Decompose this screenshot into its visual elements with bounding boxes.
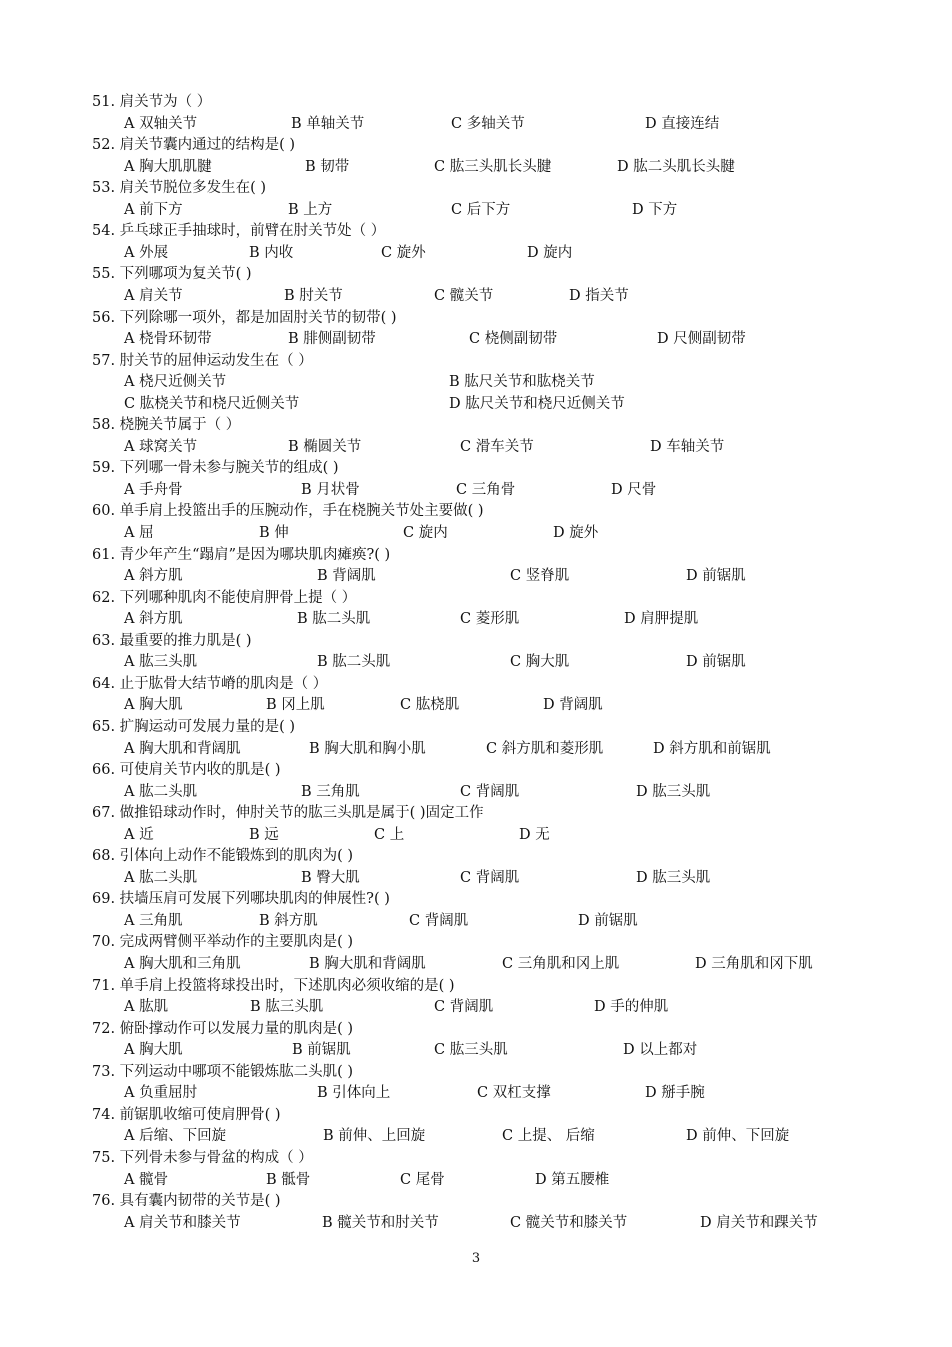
answer-option[interactable]: A 肱三头肌 — [124, 654, 198, 671]
answer-option[interactable]: A 肩关节和膝关节 — [124, 1214, 241, 1231]
answer-options-row — [0, 437, 952, 458]
answer-option[interactable]: B 肱三头肌 — [250, 999, 324, 1016]
answer-option[interactable]: A 胸大肌和背阔肌 — [124, 740, 241, 757]
question-stem: 65. 扩胸运动可发展力量的是( ) — [92, 718, 296, 735]
answer-option[interactable]: A 斜方肌 — [124, 611, 183, 628]
question-stem: 71. 单手肩上投篮将球投出时，下述肌肉必须收缩的是( ) — [92, 977, 455, 994]
answer-option[interactable]: B 臀大肌 — [301, 869, 360, 886]
answer-options-row — [0, 480, 952, 501]
answer-options-row — [0, 782, 952, 803]
question-stem: 73. 下列运动中哪项不能锻炼肱二头肌( ) — [92, 1063, 354, 1080]
answer-option[interactable]: A 前下方 — [124, 201, 183, 218]
answer-option[interactable]: B 腓侧副韧带 — [288, 331, 376, 348]
answer-option[interactable]: B 伸 — [259, 525, 289, 541]
answer-option[interactable]: C 竖脊肌 — [510, 568, 570, 585]
answer-options-row — [0, 1083, 952, 1104]
answer-option[interactable]: B 上方 — [288, 201, 333, 218]
answer-option[interactable]: B 肘关节 — [284, 287, 343, 304]
answer-option[interactable]: C 旋内 — [403, 525, 448, 541]
answer-option[interactable]: A 胸大肌肌腱 — [124, 158, 212, 175]
answer-option[interactable]: D 旋内 — [527, 244, 573, 261]
answer-options-row — [0, 911, 952, 932]
answer-option[interactable]: D 前伸、下回旋 — [686, 1128, 790, 1145]
answer-option[interactable]: A 肱肌 — [124, 999, 169, 1016]
answer-option[interactable]: D 前锯肌 — [686, 654, 746, 671]
question-stem: 60. 单手肩上投篮出手的压腕动作，手在桡腕关节处主要做( ) — [92, 503, 484, 520]
answer-option[interactable]: A 斜方肌 — [124, 568, 183, 585]
answer-option[interactable]: A 负重屈肘 — [124, 1085, 198, 1102]
question-stem: 75. 下列骨未参与骨盆的构成（ ） — [92, 1149, 313, 1166]
question-stem: 66. 可使肩关节内收的肌是( ) — [92, 762, 281, 779]
answer-option[interactable]: A 三角肌 — [124, 912, 183, 929]
answer-options-row — [0, 868, 952, 889]
answer-options-row — [0, 243, 952, 264]
answer-option[interactable]: B 骶骨 — [266, 1171, 311, 1188]
answer-option[interactable]: C 肱三头肌长头腱 — [434, 158, 552, 175]
question-stem: 54. 乒乓球正手抽球时，前臂在肘关节处（ ） — [92, 223, 386, 240]
answer-option[interactable]: D 尺侧副韧带 — [657, 331, 746, 348]
answer-option[interactable]: D 无 — [519, 826, 550, 843]
answer-option[interactable]: A 近 — [124, 826, 154, 843]
answer-option[interactable]: C 三角肌和冈上肌 — [502, 956, 620, 972]
answer-option[interactable]: C 髋关节和膝关节 — [510, 1214, 628, 1231]
answer-option[interactable]: A 胸大肌 — [124, 697, 183, 714]
answer-option[interactable]: D 前锯肌 — [578, 912, 638, 929]
answer-option[interactable]: C 背阔肌 — [460, 783, 520, 800]
answer-option[interactable]: C 双杠支撑 — [477, 1085, 551, 1102]
answer-option[interactable]: B 前伸、上回旋 — [323, 1128, 426, 1145]
answer-options-row — [0, 1126, 952, 1147]
answer-option[interactable]: B 椭圆关节 — [288, 438, 362, 455]
question-stem: 51. 肩关节为（ ） — [92, 94, 212, 110]
answer-option[interactable]: A 肩关节 — [124, 287, 183, 304]
answer-option[interactable]: A 球窝关节 — [124, 438, 198, 455]
answer-option[interactable]: D 直接连结 — [645, 115, 720, 132]
answer-options-row — [0, 157, 952, 178]
answer-option[interactable]: C 胸大肌 — [510, 654, 570, 671]
question-stem: 72. 俯卧撑动作可以发展力量的肌肉是( ) — [92, 1020, 354, 1037]
answer-option[interactable]: C 尾骨 — [400, 1171, 445, 1188]
answer-option[interactable]: C 背阔肌 — [409, 912, 469, 929]
answer-option[interactable]: A 桡骨环韧带 — [124, 331, 212, 348]
answer-option[interactable]: D 车轴关节 — [650, 438, 725, 455]
answer-option[interactable]: D 以上都对 — [623, 1042, 698, 1059]
answer-options-row — [0, 695, 952, 716]
question-stem: 55. 下列哪项为复关节( ) — [92, 266, 252, 283]
answer-options-row — [0, 1040, 952, 1061]
question-stem: 69. 扶墙压肩可发展下列哪块肌肉的伸展性?( ) — [92, 891, 390, 908]
answer-option[interactable]: A 双轴关节 — [124, 115, 198, 132]
answer-options-row — [0, 329, 952, 350]
answer-option[interactable]: D 斜方肌和前锯肌 — [653, 740, 771, 757]
answer-option[interactable]: B 肱尺关节和肱桡关节 — [449, 374, 595, 391]
answer-option[interactable]: B 内收 — [249, 244, 294, 261]
answer-option[interactable]: C 菱形肌 — [460, 611, 520, 628]
answer-option[interactable]: D 肱二头肌长头腱 — [617, 158, 735, 175]
answer-options-row — [0, 825, 952, 846]
answer-option[interactable]: C 上提、 后缩 — [502, 1128, 595, 1145]
answer-option[interactable]: D 肱尺关节和桡尺近侧关节 — [449, 395, 625, 412]
answer-options-row — [0, 114, 952, 135]
answer-option[interactable]: C 上 — [374, 826, 405, 843]
question-stem: 58. 桡腕关节属于（ ） — [92, 417, 241, 434]
answer-option[interactable]: A 肱二头肌 — [124, 783, 198, 800]
answer-option[interactable]: A 胸大肌 — [124, 1042, 183, 1059]
answer-option[interactable]: B 远 — [249, 826, 279, 843]
question-stem: 56. 下列除哪一项外，都是加固肘关节的韧带( ) — [92, 309, 397, 326]
question-stem: 68. 引体向上动作不能锻炼到的肌肉为( ) — [92, 848, 354, 865]
answer-option[interactable]: C 背阔肌 — [460, 869, 520, 886]
answer-option[interactable]: D 肩关节和踝关节 — [700, 1214, 818, 1231]
answer-options-row — [0, 652, 952, 673]
question-stem: 76. 具有囊内韧带的关节是( ) — [92, 1193, 281, 1210]
answer-option[interactable]: D 三角肌和冈下肌 — [695, 956, 813, 972]
answer-option[interactable]: A 手舟骨 — [124, 481, 183, 498]
answer-option[interactable]: D 手的伸肌 — [594, 999, 669, 1016]
answer-option[interactable]: D 前锯肌 — [686, 568, 746, 585]
answer-options-row — [0, 1170, 952, 1191]
answer-options-row — [0, 609, 952, 630]
answer-option[interactable]: C 桡侧副韧带 — [469, 331, 558, 348]
question-stem: 63. 最重要的推力肌是( ) — [92, 632, 252, 649]
answer-option[interactable]: D 掰手腕 — [645, 1085, 705, 1102]
answer-option[interactable]: A 胸大肌和三角肌 — [124, 956, 241, 972]
question-stem: 67. 做推铅球动作时，伸肘关节的肱三头肌是属于( )固定工作 — [92, 805, 484, 822]
answer-option[interactable]: A 外展 — [124, 244, 169, 261]
answer-option[interactable]: B 胸大肌和胸小肌 — [309, 740, 426, 757]
page-number: 3 — [471, 1251, 481, 1266]
question-stem: 62. 下列哪种肌肉不能使肩胛骨上提（ ） — [92, 589, 357, 606]
answer-option[interactable]: B 胸大肌和背阔肌 — [309, 956, 426, 972]
question-stem: 64. 止于肱骨大结节嵴的肌肉是（ ） — [92, 675, 328, 692]
answer-option[interactable]: D 下方 — [632, 201, 678, 218]
answer-option[interactable]: C 肱三头肌 — [434, 1042, 508, 1059]
answer-option[interactable]: B 韧带 — [305, 158, 350, 175]
answer-option[interactable]: C 多轴关节 — [451, 115, 525, 132]
answer-options-row — [0, 200, 952, 221]
question-stem: 53. 肩关节脱位多发生在( ) — [92, 180, 267, 197]
answer-option[interactable]: C 滑车关节 — [460, 438, 534, 455]
question-stem: 59. 下列哪一骨未参与腕关节的组成( ) — [92, 460, 339, 477]
question-stem: 61. 青少年产生“蹋肩”是因为哪块肌肉瘫痪?( ) — [92, 546, 391, 563]
answer-option[interactable]: B 肱二头肌 — [317, 654, 391, 671]
answer-option[interactable]: C 肱桡关节和桡尺近侧关节 — [124, 395, 300, 412]
answer-option[interactable]: B 冈上肌 — [266, 697, 325, 714]
question-stem: 74. 前锯肌收缩可使肩胛骨( ) — [92, 1106, 281, 1123]
answer-option[interactable]: B 三角肌 — [301, 783, 360, 800]
answer-option[interactable]: B 单轴关节 — [291, 115, 365, 132]
answer-option[interactable]: D 第五腰椎 — [535, 1171, 610, 1188]
answer-option[interactable]: D 肱三头肌 — [636, 869, 711, 886]
answer-options-row — [0, 954, 952, 975]
answer-options-row — [0, 997, 952, 1018]
answer-options-row — [0, 1213, 952, 1234]
answer-option[interactable]: A 屈 — [124, 525, 154, 541]
question-stem: 70. 完成两臂侧平举动作的主要肌肉是( ) — [92, 934, 354, 951]
answer-options-row — [0, 286, 952, 307]
answer-options-row — [0, 523, 952, 544]
answer-option[interactable]: B 肱二头肌 — [297, 611, 371, 628]
question-stem: 57. 肘关节的屈伸运动发生在（ ） — [92, 352, 313, 369]
answer-option[interactable]: C 旋外 — [381, 244, 426, 261]
answer-option[interactable]: B 背阔肌 — [317, 568, 376, 585]
answer-option[interactable]: B 引体向上 — [317, 1085, 391, 1102]
answer-option[interactable]: A 髋骨 — [124, 1171, 169, 1188]
answer-option[interactable]: A 后缩、下回旋 — [124, 1128, 227, 1145]
answer-option[interactable]: D 背阔肌 — [543, 697, 603, 714]
answer-option[interactable]: D 肱三头肌 — [636, 783, 711, 800]
answer-option[interactable]: A 肱二头肌 — [124, 869, 198, 886]
answer-option[interactable]: B 月状骨 — [301, 481, 360, 498]
answer-option[interactable]: A 桡尺近侧关节 — [124, 374, 227, 391]
answer-option[interactable]: B 前锯肌 — [292, 1042, 351, 1059]
answer-option[interactable]: C 三角骨 — [456, 481, 516, 498]
answer-options-row — [0, 394, 952, 415]
question-stem: 52. 肩关节囊内通过的结构是( ) — [92, 137, 296, 154]
answer-options-row — [0, 372, 952, 393]
answer-option[interactable]: D 肩胛提肌 — [624, 611, 699, 628]
answer-option[interactable]: D 旋外 — [553, 525, 599, 541]
answer-option[interactable]: C 后下方 — [451, 201, 511, 218]
answer-option[interactable]: D 指关节 — [569, 287, 629, 304]
answer-option[interactable]: C 斜方肌和菱形肌 — [486, 740, 604, 757]
answer-options-row — [0, 739, 952, 760]
answer-option[interactable]: B 髋关节和肘关节 — [322, 1214, 439, 1231]
answer-option[interactable]: C 背阔肌 — [434, 999, 494, 1016]
answer-option[interactable]: C 肱桡肌 — [400, 697, 460, 714]
answer-option[interactable]: B 斜方肌 — [259, 912, 318, 929]
answer-options-row — [0, 566, 952, 587]
answer-option[interactable]: D 尺骨 — [611, 481, 657, 498]
answer-option[interactable]: C 髋关节 — [434, 287, 494, 304]
